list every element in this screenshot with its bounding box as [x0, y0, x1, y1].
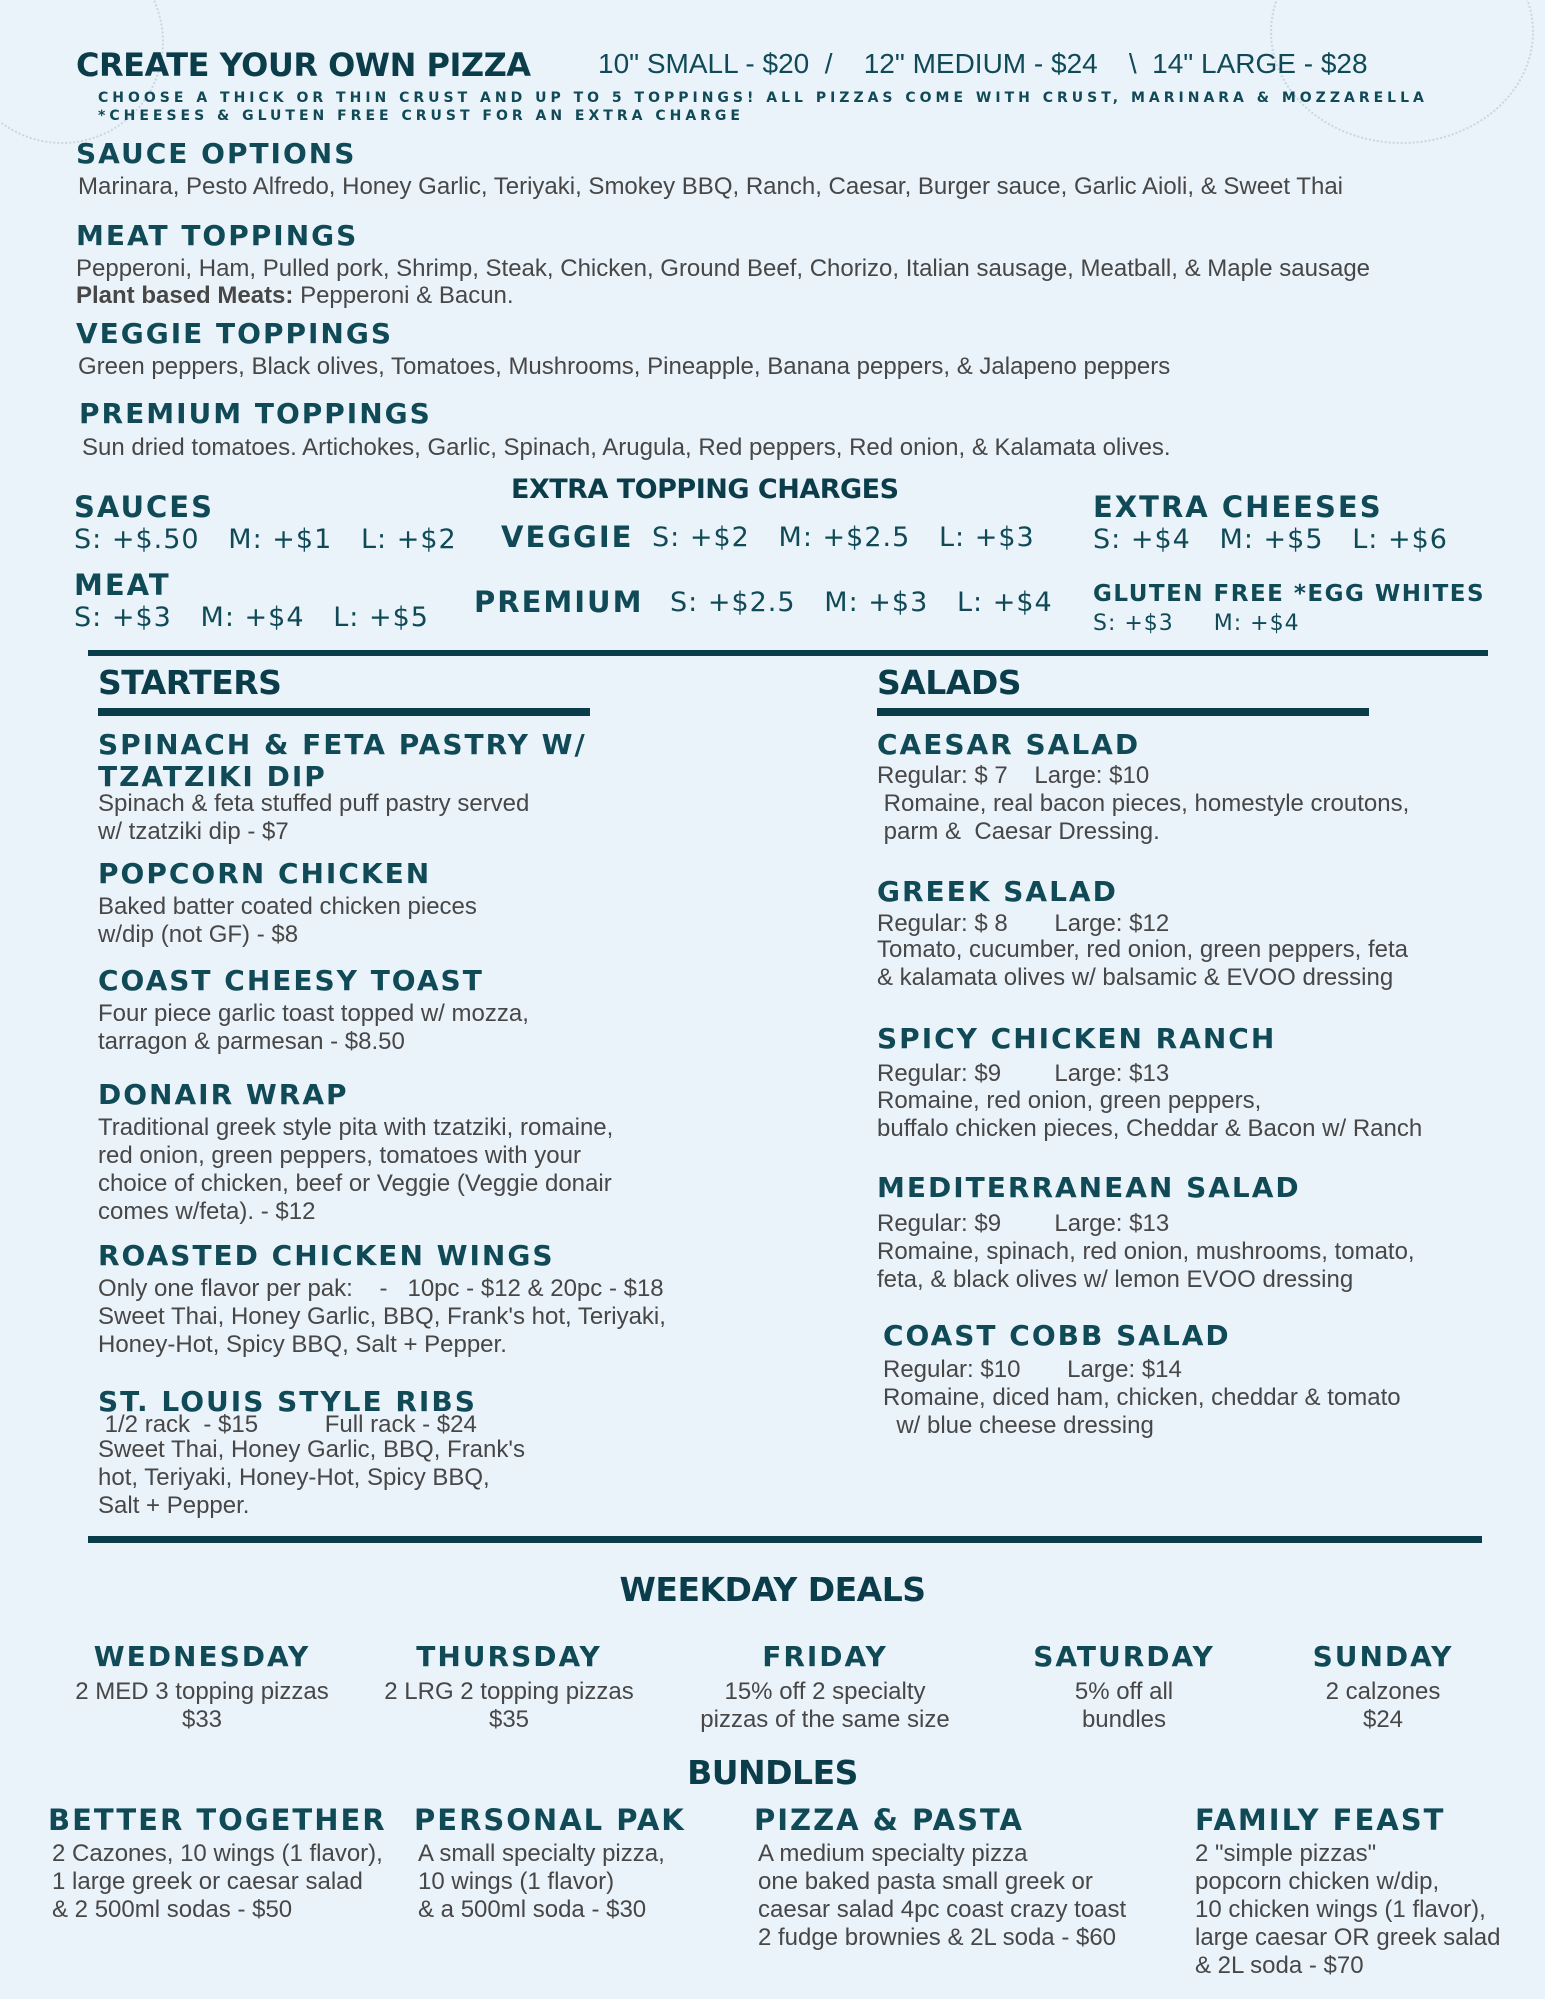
extra-cheeses-price: S: +$4 M: +$5 L: +$6 [1093, 524, 1448, 555]
salad-price: Regular: $9 Large: $13 [877, 1060, 1170, 1087]
starter-description: Honey-Hot, Spicy BBQ, Salt + Pepper. [98, 1331, 507, 1358]
extra-premium-label: PREMIUM [474, 585, 644, 619]
salad-name: GREEK SALAD [877, 875, 1118, 908]
veggie-toppings-text: Green peppers, Black olives, Tomatoes, Mushrooms, Pineapple, Banana peppers, & Jalapeno peppers [78, 353, 1171, 380]
starters-title: STARTERS [98, 663, 282, 702]
divider-bottom [88, 1536, 1482, 1543]
bundle-line: caesar salad 4pc coast crazy toast [758, 1896, 1127, 1923]
deal-day: FRIDAY [762, 1640, 888, 1673]
deal-line: $35 [488, 1706, 530, 1733]
starter-description: w/ tzatziki dip - $7 [98, 818, 289, 845]
starters-underline [98, 708, 590, 716]
deal-day: SATURDAY [1033, 1640, 1215, 1673]
salad-name: SPICY CHICKEN RANCH [877, 1022, 1277, 1055]
starter-name: ROASTED CHICKEN WINGS [98, 1239, 555, 1272]
veggie-toppings-heading: VEGGIE TOPPINGS [76, 317, 393, 350]
deal-day: SUNDAY [1312, 1640, 1454, 1673]
salad-price: Regular: $10 Large: $14 [883, 1356, 1182, 1383]
starter-name-cont: TZATZIKI DIP [98, 760, 327, 793]
starter-description: Sweet Thai, Honey Garlic, BBQ, Frank's [98, 1436, 525, 1463]
starter-description: comes w/feta). - $12 [98, 1198, 316, 1225]
extra-charges-title: EXTRA TOPPING CHARGES [511, 474, 899, 505]
divider-top [88, 650, 1488, 656]
starter-description: Four piece garlic toast topped w/ mozza, [98, 1000, 529, 1027]
bundle-name: FAMILY FEAST [1195, 1803, 1446, 1837]
bundle-line: & a 500ml soda - $30 [418, 1896, 647, 1923]
starter-description: Salt + Pepper. [98, 1492, 250, 1519]
deal-day: THURSDAY [416, 1640, 602, 1673]
deal-line: $24 [1362, 1706, 1404, 1733]
salad-price: Regular: $ 7 Large: $10 [877, 762, 1150, 789]
starter-name: POPCORN CHICKEN [98, 857, 432, 890]
bundles-title: BUNDLES [687, 1753, 858, 1792]
gluten-free-label: GLUTEN FREE *EGG WHITES [1093, 581, 1486, 607]
sauce-options-text: Marinara, Pesto Alfredo, Honey Garlic, Teriyaki, Smokey BBQ, Ranch, Caesar, Burger sauce, Garlic Aioli, & Sweet Thai [78, 173, 1343, 200]
bundle-line: large caesar OR greek salad [1195, 1924, 1501, 1951]
deal-line: 2 calzones [1325, 1678, 1441, 1705]
starter-description: tarragon & parmesan - $8.50 [98, 1028, 405, 1055]
starter-price: 1/2 rack - $15 Full rack - $24 [98, 1411, 477, 1438]
bundle-line: & 2 500ml sodas - $50 [52, 1896, 293, 1923]
bundle-line: A medium specialty pizza [758, 1840, 1028, 1867]
salads-underline [877, 708, 1369, 716]
sauce-options-heading: SAUCE OPTIONS [76, 137, 357, 170]
deal-line: 2 MED 3 topping pizzas [75, 1678, 329, 1705]
bundle-line: popcorn chicken w/dip, [1195, 1868, 1440, 1895]
meat-toppings-text: Pepperoni, Ham, Pulled pork, Shrimp, Steak, Chicken, Ground Beef, Chorizo, Italian sausage, Meatball, & Maple sausage [76, 255, 1371, 282]
salad-description: Romaine, real bacon pieces, homestyle croutons, [877, 790, 1410, 817]
salad-description: w/ blue cheese dressing [883, 1412, 1154, 1439]
starter-name: ST. LOUIS STYLE RIBS [98, 1385, 477, 1418]
gluten-free-price: S: +$3 M: +$4 [1093, 611, 1300, 636]
starter-name: SPINACH & FETA PASTRY W/ [98, 728, 587, 761]
bundle-line: one baked pasta small greek or [758, 1868, 1093, 1895]
starter-description: Baked batter coated chicken pieces [98, 893, 477, 920]
extra-meat-price: S: +$3 M: +$4 L: +$5 [74, 602, 429, 633]
salad-description: Romaine, diced ham, chicken, cheddar & tomato [883, 1384, 1401, 1411]
extra-cheeses-label: EXTRA CHEESES [1093, 490, 1383, 524]
bundle-name: BETTER TOGETHER [48, 1803, 387, 1837]
deal-day: WEDNESDAY [93, 1640, 311, 1673]
deal-line: 15% off 2 specialty [724, 1678, 926, 1705]
starter-name: DONAIR WRAP [98, 1078, 349, 1111]
starter-name: COAST CHEESY TOAST [98, 964, 484, 997]
salad-price: Regular: $9 Large: $13 [877, 1210, 1170, 1237]
pizza-sizes: 10" SMALL - $20 / 12" MEDIUM - $24 \ 14" LARGE - $28 [598, 48, 1368, 79]
starter-description: Traditional greek style pita with tzatziki, romaine, [98, 1114, 614, 1141]
salad-description: Tomato, cucumber, red onion, green peppers, feta [877, 936, 1408, 963]
salad-description: parm & Caesar Dressing. [877, 818, 1160, 845]
starter-description: Sweet Thai, Honey Garlic, BBQ, Frank's hot, Teriyaki, [98, 1303, 666, 1330]
pizza-title: CREATE YOUR OWN PIZZA [76, 46, 531, 84]
extra-veggie-label: VEGGIE [501, 520, 634, 554]
extra-meat-label: MEAT [74, 568, 171, 602]
bundle-line: 10 chicken wings (1 flavor), [1195, 1896, 1486, 1923]
salad-description: Romaine, spinach, red onion, mushrooms, tomato, [877, 1238, 1415, 1265]
premium-toppings-text: Sun dried tomatoes. Artichokes, Garlic, Spinach, Arugula, Red peppers, Red onion, & Kalamata olives. [82, 434, 1171, 461]
pizza-note: CHOOSE A THICK OR THIN CRUST AND UP TO 5 TOPPINGS! ALL PIZZAS COME WITH CRUST, MARINARA & MOZZARELLA [98, 90, 1428, 106]
extra-premium-price: S: +$2.5 M: +$3 L: +$4 [670, 587, 1053, 618]
weekday-deals-title: WEEKDAY DEALS [619, 1570, 926, 1609]
extra-veggie-price: S: +$2 M: +$2.5 L: +$3 [652, 522, 1035, 553]
salad-description: Romaine, red onion, green peppers, [877, 1087, 1262, 1114]
plant-based-label: Plant based Meats: [76, 282, 294, 309]
plant-based-text: Pepperoni & Bacun. [293, 282, 514, 309]
salad-description: buffalo chicken pieces, Cheddar & Bacon w/ Ranch [877, 1115, 1423, 1142]
bundle-line: 2 "simple pizzas" [1195, 1840, 1377, 1867]
bundle-line: A small specialty pizza, [418, 1840, 665, 1867]
salad-name: COAST COBB SALAD [883, 1319, 1231, 1352]
starter-description: w/dip (not GF) - $8 [98, 921, 299, 948]
starter-description: Only one flavor per pak: - 10pc - $12 & 20pc - $18 [98, 1275, 664, 1302]
deal-line: bundles [1081, 1706, 1167, 1733]
salad-description: feta, & black olives w/ lemon EVOO dressing [877, 1266, 1354, 1293]
salads-title: SALADS [877, 663, 1022, 702]
bundle-line: 2 Cazones, 10 wings (1 flavor), [52, 1840, 383, 1867]
bundle-line: 1 large greek or caesar salad [52, 1868, 363, 1895]
starter-description: choice of chicken, beef or Veggie (Veggie donair [98, 1170, 612, 1197]
salad-description: & kalamata olives w/ balsamic & EVOO dressing [877, 964, 1394, 991]
starter-description: Spinach & feta stuffed puff pastry served [98, 790, 530, 817]
bundle-line: 10 wings (1 flavor) [418, 1868, 615, 1895]
deal-line: 5% off all [1074, 1678, 1174, 1705]
extra-sauces-price: S: +$.50 M: +$1 L: +$2 [74, 524, 457, 555]
salad-name: CAESAR SALAD [877, 728, 1141, 761]
bundle-name: PIZZA & PASTA [754, 1803, 1024, 1837]
extra-sauces-label: SAUCES [74, 490, 214, 524]
starter-description: red onion, green peppers, tomatoes with your [98, 1142, 581, 1169]
starter-description: hot, Teriyaki, Honey-Hot, Spicy BBQ, [98, 1464, 490, 1491]
premium-toppings-heading: PREMIUM TOPPINGS [79, 397, 432, 430]
meat-toppings-heading: MEAT TOPPINGS [76, 219, 359, 252]
deal-line: $33 [181, 1706, 223, 1733]
bundle-name: PERSONAL PAK [414, 1803, 686, 1837]
pizza-note-extra: *CHEESES & GLUTEN FREE CRUST FOR AN EXTRA CHARGE [98, 108, 744, 124]
plant-based-meats [76, 282, 514, 310]
deal-line: pizzas of the same size [700, 1706, 950, 1733]
salad-name: MEDITERRANEAN SALAD [877, 1171, 1301, 1204]
bundle-line: & 2L soda - $70 [1195, 1952, 1364, 1979]
bundle-line: 2 fudge brownies & 2L soda - $60 [758, 1924, 1117, 1951]
deal-line: 2 LRG 2 topping pizzas [384, 1678, 634, 1705]
salad-price: Regular: $ 8 Large: $12 [877, 910, 1170, 937]
